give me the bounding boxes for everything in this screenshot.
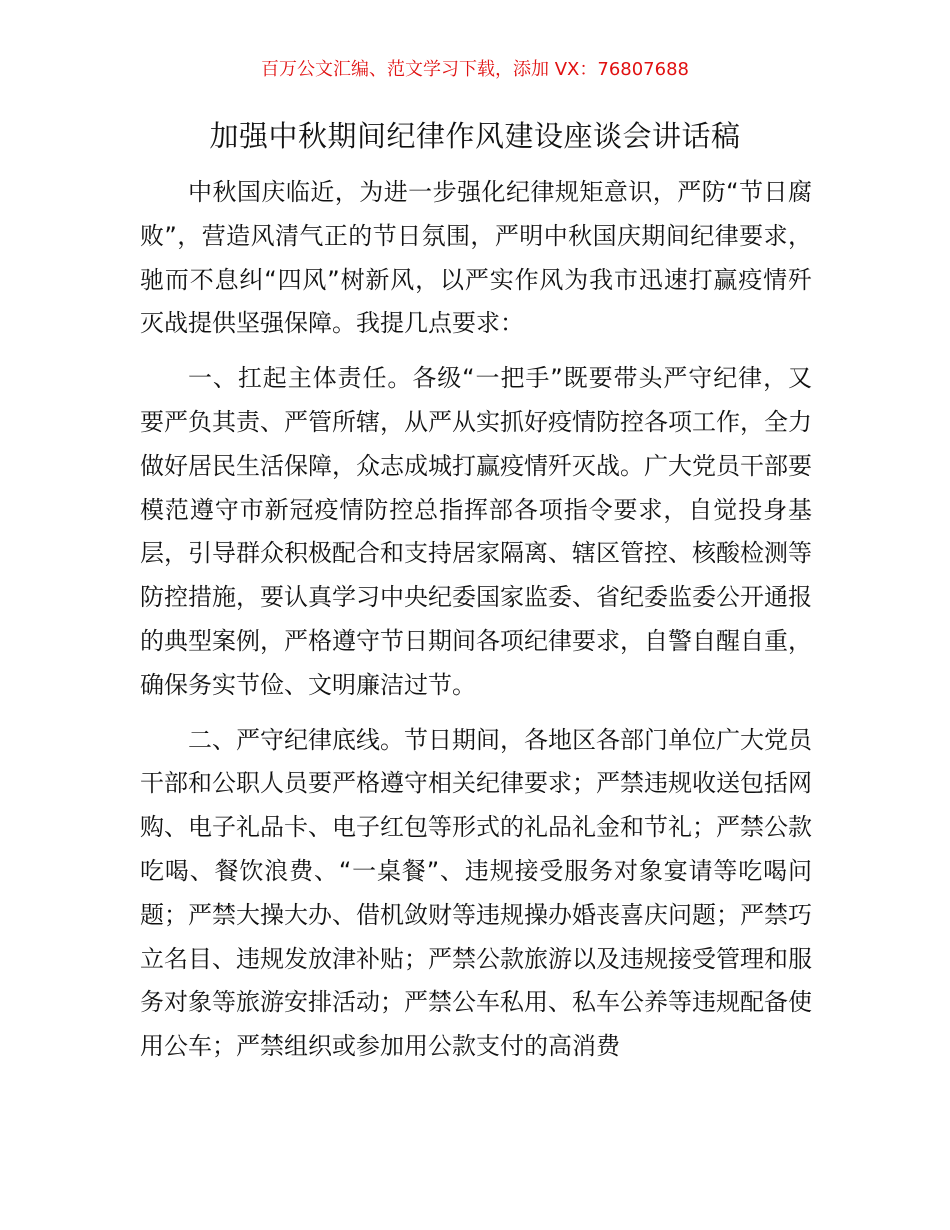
header-note: 百万公文汇编、范文学习下载，添加 VX：76807688: [261, 59, 689, 80]
paragraph-section-one: 一、扛起主体责任。各级“一把手”既要带头严守纪律，又要严负其责、严管所辖，从严从实抓好疫情防控各项工作，全力做好居民生活保障，众志成城打赢疫情歼灭战。广大党员干部要模范遵守市新冠疫情防控总指挥部各项指令要求，自觉投身基层，引导群众积极配合和支持居家隔离、辖区管控、核酸检测等防控措施，要认真学习中央纪委国家监委、省纪委监委公开通报的典型案例，严格遵守节日期间各项纪律要求，自警自醒自重，确保务实节俭、文明廉洁过节。: [140, 364, 812, 699]
paragraph-intro: 中秋国庆临近，为进一步强化纪律规矩意识，严防“节日腐败”，营造风清气正的节日氛围，严明中秋国庆期间纪律要求，驰而不息纠“四风”树新风，以严实作风为我市迅速打赢疫情歼灭战提供坚强保障。我提几点要求：: [140, 178, 812, 338]
document-body: [140, 171, 812, 1080]
paragraph-section-two: 二、严守纪律底线。节日期间，各地区各部门单位广大党员干部和公职人员要严格遵守相关纪律要求；严禁违规收送包括网购、电子礼品卡、电子红包等形式的礼品礼金和节礼；严禁公款吃喝、餐饮浪费、“一桌餐”、违规接受服务对象宴请等吃喝问题；严禁大操大办、借机敛财等违规操办婚丧喜庆问题；严禁巧立名目、违规发放津补贴；严禁公款旅游以及违规接受管理和服务对象等旅游安排活动；严禁公车私用、私车公养等违规配备使用公车；严禁组织或参加用公款支付的高消费: [140, 725, 812, 1061]
document-title: 加强中秋期间纪律作风建设座谈会讲话稿: [209, 119, 741, 153]
